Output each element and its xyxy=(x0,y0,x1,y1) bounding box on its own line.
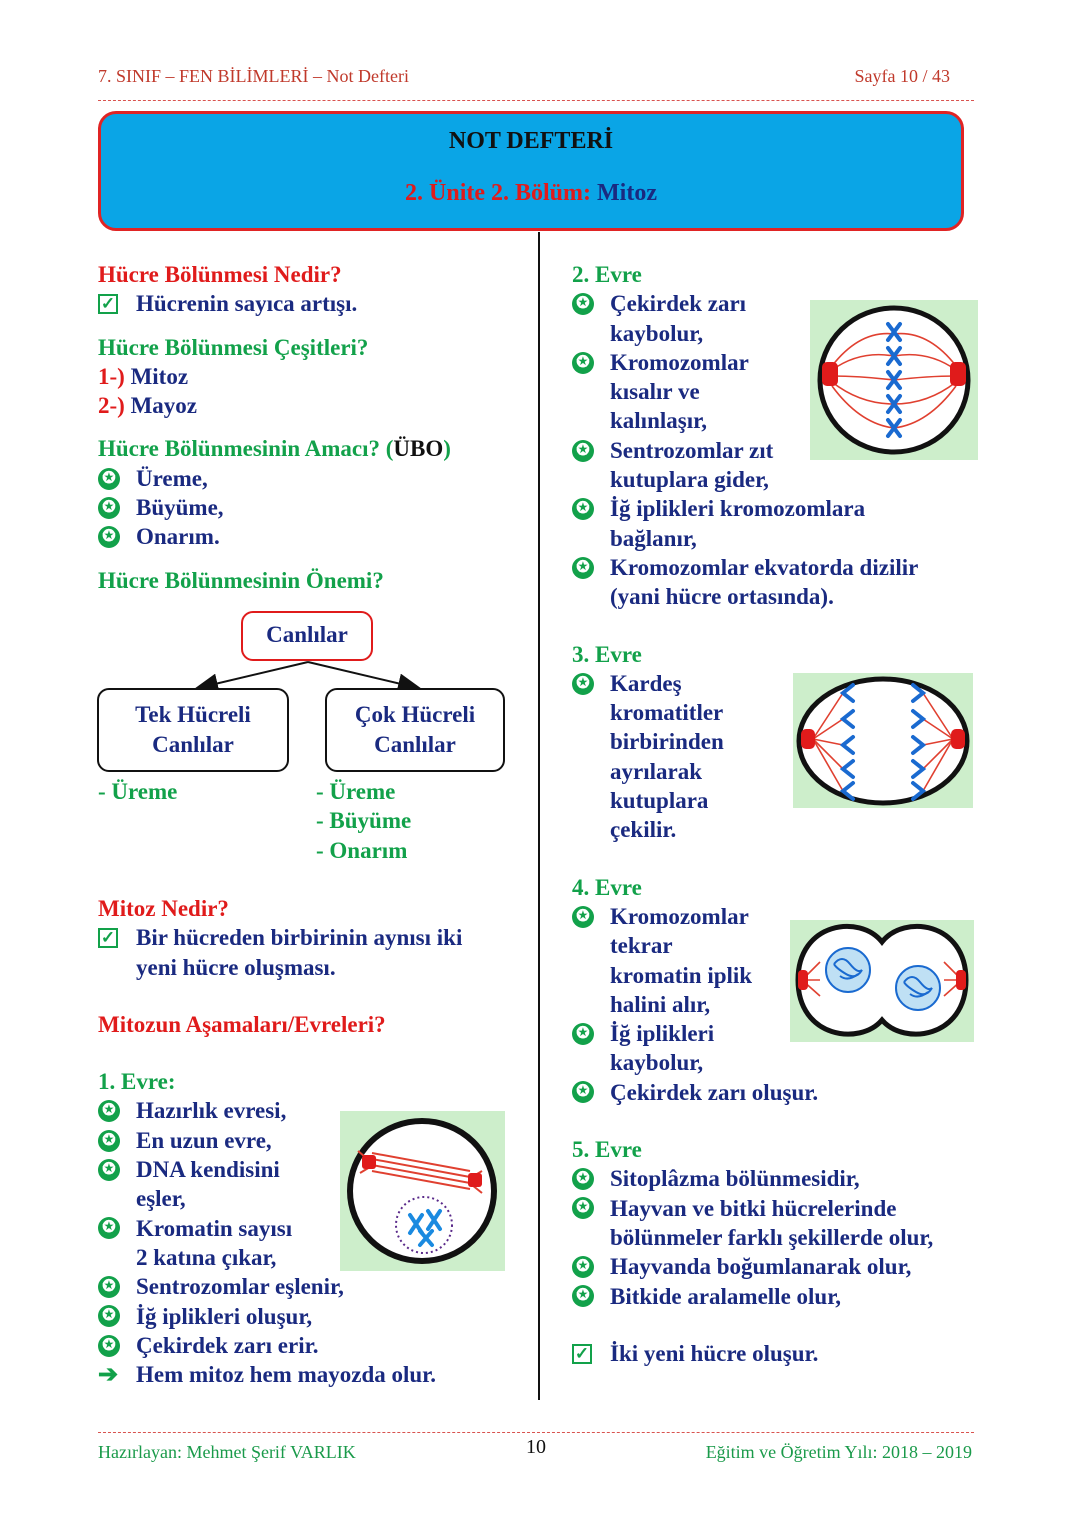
star-circle-icon: ✪ xyxy=(572,1197,594,1219)
prophase-figure xyxy=(340,1111,505,1271)
star-circle-icon: ✪ xyxy=(572,293,594,315)
diagram-single-cell: Tek Hücreli Canlılar xyxy=(97,688,289,772)
single-cell-list: - Üreme xyxy=(98,779,178,804)
anaphase-figure xyxy=(793,673,973,808)
star-circle-icon: ✪ xyxy=(572,1168,594,1190)
star-circle-icon: ✪ xyxy=(98,1305,120,1327)
star-circle-icon: ✪ xyxy=(572,1023,594,1045)
list-item xyxy=(572,1164,982,1193)
phase3-title: 3. Evre xyxy=(572,641,642,667)
banner-title: NOT DEFTERİ xyxy=(448,128,614,154)
answer-item: ✓ Bir hücreden birbirinin aynısı iki yeni hücre oluşması. xyxy=(98,923,528,982)
q-cell-division: Hücre Bölünmesi Nedir? xyxy=(98,262,342,287)
diagram-root: Canlılar xyxy=(241,611,373,661)
list-item-text: kalınlaşır, xyxy=(610,408,707,434)
phase5-title: 5. Evre xyxy=(572,1137,642,1163)
checkbox-icon: ✓ xyxy=(572,1344,592,1364)
list-item: ✪ Büyüme, xyxy=(98,493,528,522)
banner-unit-topic: Mitoz xyxy=(597,180,657,206)
list-item-text: kutuplara gider, xyxy=(610,467,769,493)
list-item-text: Hayvanda boğumlanarak olur, xyxy=(610,1254,912,1280)
list-item xyxy=(572,1282,982,1311)
metaphase-figure xyxy=(810,300,978,460)
checkbox-icon: ✓ xyxy=(98,294,118,314)
star-circle-icon: ✪ xyxy=(572,498,594,520)
list-item xyxy=(572,1252,982,1281)
star-circle-icon: ✪ xyxy=(98,1276,120,1298)
star-circle-icon: ✪ xyxy=(572,1285,594,1307)
telophase-figure xyxy=(790,920,974,1042)
multi-cell-list: - Üreme - Büyüme - Onarım xyxy=(316,779,412,863)
checkbox-icon: ✓ xyxy=(98,928,118,948)
list-item-text: bölünmeler farklı şekillerde olur, xyxy=(610,1224,934,1250)
star-circle-icon: ✪ xyxy=(572,440,594,462)
phase1-title: 1. Evre: xyxy=(98,1069,176,1095)
star-circle-icon: ✪ xyxy=(98,497,120,519)
note-item: ➔ Hem mitoz hem mayozda olur. xyxy=(98,1362,437,1389)
list-item-text: Hazırlık evresi, xyxy=(136,1098,287,1124)
phase4-title: 4. Evre xyxy=(572,874,642,900)
list-item xyxy=(572,494,982,553)
q-division-importance: Hücre Bölünmesinin Önemi? xyxy=(98,567,384,593)
list-item xyxy=(572,1078,982,1107)
phase2-title: 2. Evre xyxy=(572,262,642,287)
list-item-text: 2 katına çıkar, xyxy=(136,1244,277,1270)
star-circle-icon: ✪ xyxy=(98,526,120,548)
list-item xyxy=(98,1331,528,1360)
phase5-list xyxy=(572,1164,982,1310)
list-item-text: kromatin iplik xyxy=(610,962,753,988)
star-circle-icon: ✪ xyxy=(572,1081,594,1103)
list-item-text: bağlanır, xyxy=(610,525,697,551)
star-circle-icon: ✪ xyxy=(572,557,594,579)
type-item: 2-) Mayoz xyxy=(98,393,197,419)
star-circle-icon: ✪ xyxy=(98,1130,120,1152)
q-division-types: Hücre Bölünmesi Çeşitleri? xyxy=(98,334,369,360)
list-item-text: kaybolur, xyxy=(610,320,704,346)
q-mitosis: Mitoz Nedir? xyxy=(98,896,229,921)
star-circle-icon: ✪ xyxy=(572,673,594,695)
list-item-text: kromatitler xyxy=(610,700,724,726)
list-item xyxy=(98,1272,528,1301)
footer-divider xyxy=(98,1432,974,1433)
list-item: ✪ Onarım. xyxy=(98,522,528,551)
list-item xyxy=(98,1302,528,1331)
list-item-text: En uzun evre, xyxy=(136,1127,272,1153)
list-item-text: Kromozomlar xyxy=(610,349,749,375)
list-item-text: tekrar xyxy=(610,933,673,959)
list-item-text: ayrılarak xyxy=(610,758,702,784)
footer-author: Hazırlayan: Mehmet Şerif VARLIK xyxy=(98,1442,356,1462)
footer-year: Eğitim ve Öğretim Yılı: 2018 – 2019 xyxy=(705,1442,972,1462)
list-item-text: Kromozomlar xyxy=(610,903,749,929)
list-item-text: kutuplara xyxy=(610,788,709,814)
star-circle-icon: ✪ xyxy=(572,906,594,928)
header-divider xyxy=(98,100,974,101)
list-item-text: Sentrozomlar zıt xyxy=(610,437,774,463)
list-item-text: İğ iplikleri kromozomlara xyxy=(610,496,866,522)
header-page-number: Sayfa 10 / 43 xyxy=(854,66,950,86)
banner-unit-label: 2. Ünite 2. Bölüm: xyxy=(405,180,592,206)
list-item-text: (yani hücre ortasında). xyxy=(610,584,834,610)
column-divider xyxy=(538,232,540,1400)
list-item-text: Çekirdek zarı xyxy=(610,291,747,317)
list-item-text: kaybolur, xyxy=(610,1050,704,1076)
star-circle-icon: ✪ xyxy=(98,1217,120,1239)
answer-item xyxy=(98,289,528,318)
list-item-text: Çekirdek zarı erir. xyxy=(136,1332,319,1358)
list-item xyxy=(572,1194,982,1253)
type-item: 1-) Mitoz xyxy=(98,363,189,389)
list-item-text: Hayvan ve bitki hücrelerinde xyxy=(610,1195,897,1221)
star-circle-icon: ✪ xyxy=(98,468,120,490)
answer-text: Hücrenin sayıca artışı. xyxy=(136,291,358,317)
list-item-text: Kromatin sayısı xyxy=(136,1215,293,1241)
footer-page: 10 xyxy=(526,1436,546,1458)
star-circle-icon: ✪ xyxy=(98,1159,120,1181)
list-item-text: DNA kendisini xyxy=(136,1157,280,1183)
star-circle-icon: ✪ xyxy=(98,1335,120,1357)
title-banner xyxy=(98,111,964,231)
list-item-text: eşler, xyxy=(136,1186,186,1212)
header-title: 7. SINIF – FEN BİLİMLERİ – Not Defteri xyxy=(98,66,409,86)
list-item-text: İğ iplikleri xyxy=(610,1021,715,1047)
q-division-aim: Hücre Bölünmesinin Amacı? (ÜBO) xyxy=(98,436,451,462)
final-note: ✓ İki yeni hücre oluşur. xyxy=(572,1339,982,1368)
right-arrow-icon: ➔ xyxy=(98,1362,119,1389)
list-item-text: Kardeş xyxy=(610,670,682,696)
star-circle-icon: ✪ xyxy=(572,352,594,374)
list-item: ✪ Üreme, xyxy=(98,464,528,493)
list-item-text: kısalır ve xyxy=(610,379,700,405)
list-item xyxy=(572,553,982,612)
list-item-text: Bitkide aralamelle olur, xyxy=(610,1283,842,1309)
banner-unit xyxy=(101,180,961,207)
list-item-text: Sentrozomlar eşlenir, xyxy=(136,1274,344,1300)
list-item-text: birbirinden xyxy=(610,729,724,755)
star-circle-icon: ✪ xyxy=(98,1100,120,1122)
left-column xyxy=(98,260,528,595)
q-mitosis-phases: Mitozun Aşamaları/Evreleri? xyxy=(98,1011,386,1037)
list-item-text: Kromozomlar ekvatorda dizilir xyxy=(610,554,919,580)
diagram-multi-cell: Çok Hücreli Canlılar xyxy=(325,688,505,772)
list-item-text: halini alır, xyxy=(610,991,711,1017)
list-item-text: Çekirdek zarı oluşur. xyxy=(610,1079,819,1105)
star-circle-icon: ✪ xyxy=(572,1256,594,1278)
list-item-text: Sitoplâzma bölünmesidir, xyxy=(610,1166,860,1192)
list-item-text: çekilir. xyxy=(610,817,677,843)
list-item-text: İğ iplikleri oluşur, xyxy=(136,1303,313,1329)
